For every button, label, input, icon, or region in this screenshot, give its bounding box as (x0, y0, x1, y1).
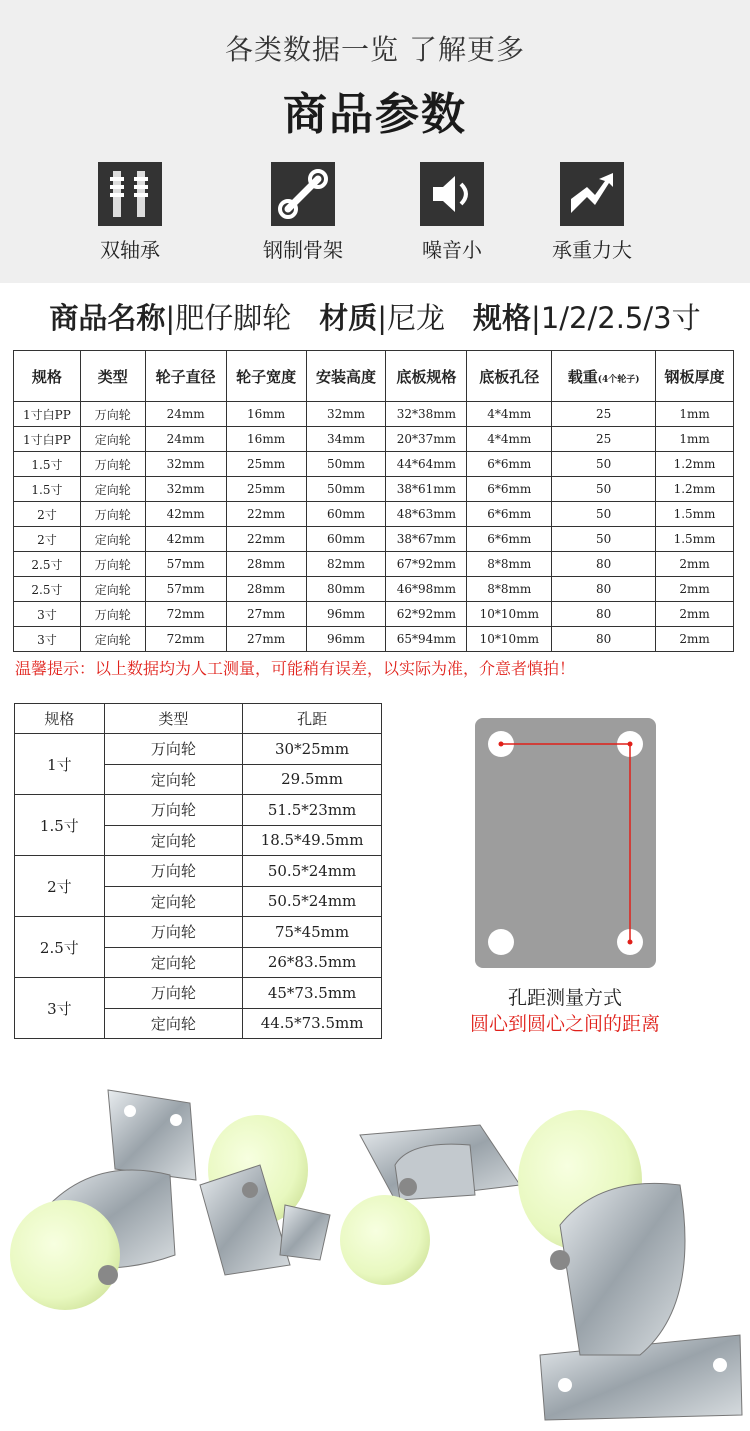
table-cell: 48*63mm (386, 502, 467, 527)
bearing-icon (98, 162, 162, 226)
table-cell: 82mm (306, 552, 386, 577)
material-label: 材质 (319, 301, 378, 335)
table-cell: 96mm (306, 602, 386, 627)
table-cell: 4*4mm (467, 402, 552, 427)
table-cell: 25 (552, 402, 656, 427)
feature-low-noise (387, 162, 517, 263)
table-row (14, 502, 734, 527)
column-header: 孔距 (243, 704, 382, 734)
table-cell: 50mm (306, 477, 386, 502)
product-summary (0, 296, 750, 337)
table-cell: 32*38mm (386, 402, 467, 427)
table-cell: 10*10mm (467, 602, 552, 627)
table-cell: 6*6mm (467, 502, 552, 527)
material-value: 尼龙 (387, 301, 446, 335)
size-cell: 2寸 (15, 856, 105, 917)
table-cell: 定向轮 (104, 764, 242, 795)
table-row (15, 795, 382, 826)
table-cell: 2寸 (14, 502, 81, 527)
table-cell: 38*61mm (386, 477, 467, 502)
table-cell: 万向轮 (104, 734, 242, 765)
table-cell: 2.5寸 (14, 552, 81, 577)
table-cell: 20*37mm (386, 427, 467, 452)
table-cell: 定向轮 (104, 825, 242, 856)
table-cell: 1寸白PP (14, 402, 81, 427)
column-header: 底板规格 (386, 351, 467, 402)
table-row (15, 917, 382, 948)
table-cell: 80mm (306, 577, 386, 602)
table-cell: 62*92mm (386, 602, 467, 627)
table-cell: 80 (552, 602, 656, 627)
table-cell: 6*6mm (467, 477, 552, 502)
table-cell: 38*67mm (386, 527, 467, 552)
table-row (15, 734, 382, 765)
table-row (14, 577, 734, 602)
table-row (14, 452, 734, 477)
load-note: (4个轮子) (597, 374, 640, 385)
table-cell: 定向轮 (104, 947, 242, 978)
table-cell: 50 (552, 477, 656, 502)
table-cell: 60mm (306, 502, 386, 527)
table-cell: 57mm (145, 577, 226, 602)
size-cell: 1寸 (15, 734, 105, 795)
table-cell: 50.5*24mm (243, 856, 382, 887)
table-cell: 18.5*49.5mm (243, 825, 382, 856)
feature-label: 承重力大 (552, 238, 632, 262)
table-cell: 万向轮 (80, 602, 145, 627)
caster-1 (10, 1090, 196, 1310)
table-cell: 4*4mm (467, 427, 552, 452)
table-cell: 定向轮 (80, 527, 145, 552)
warning-note: 温馨提示：以上数据均为人工测量，可能稍有误差，以实际为准，介意者慎拍！ (15, 659, 576, 678)
hole-distance-table (14, 703, 382, 1039)
table-cell: 65*94mm (386, 627, 467, 652)
table-cell: 32mm (145, 452, 226, 477)
measure-lines (475, 718, 656, 968)
table-cell: 1.5寸 (14, 452, 81, 477)
table-row (14, 527, 734, 552)
column-header: 轮子直径 (145, 351, 226, 402)
size-cell: 3寸 (15, 978, 105, 1039)
column-header: 轮子宽度 (226, 351, 306, 402)
table-cell: 50 (552, 527, 656, 552)
table-cell: 1.5mm (656, 527, 734, 552)
table-cell: 22mm (226, 502, 306, 527)
table-cell: 1.5mm (656, 502, 734, 527)
table-cell: 42mm (145, 502, 226, 527)
table-cell: 1.2mm (656, 452, 734, 477)
caster-3 (340, 1125, 520, 1285)
table-cell: 万向轮 (104, 856, 242, 887)
size-cell: 1.5寸 (15, 795, 105, 856)
table-cell: 80 (552, 577, 656, 602)
spec-table-header (14, 351, 734, 402)
column-header: 规格 (14, 351, 81, 402)
table-cell: 3寸 (14, 627, 81, 652)
table-cell: 67*92mm (386, 552, 467, 577)
column-header: 底板孔径 (467, 351, 552, 402)
table-cell: 50.5*24mm (243, 886, 382, 917)
column-header: 载重(4个轮子) (552, 351, 656, 402)
table-cell: 1mm (656, 427, 734, 452)
page-title: 商品参数 (283, 89, 467, 140)
table-cell: 50 (552, 502, 656, 527)
product-name-label: 商品名称 (49, 301, 166, 335)
column-header: 类型 (80, 351, 145, 402)
table-cell: 80 (552, 552, 656, 577)
table-cell: 定向轮 (80, 477, 145, 502)
spec-value: 1/2/2.5/3寸 (540, 301, 701, 335)
feature-label: 噪音小 (422, 238, 482, 262)
hole-table-header (15, 704, 382, 734)
caster-2 (200, 1115, 330, 1275)
table-cell: 万向轮 (80, 552, 145, 577)
table-cell: 25mm (226, 477, 306, 502)
product-name-value: 肥仔脚轮 (175, 301, 292, 335)
table-cell: 万向轮 (104, 917, 242, 948)
table-cell: 16mm (226, 402, 306, 427)
table-cell: 万向轮 (104, 978, 242, 1009)
column-header: 钢板厚度 (656, 351, 734, 402)
table-row (15, 856, 382, 887)
table-cell: 45*73.5mm (243, 978, 382, 1009)
table-cell: 1.2mm (656, 477, 734, 502)
table-cell: 25 (552, 427, 656, 452)
table-cell: 2mm (656, 602, 734, 627)
table-cell: 46*98mm (386, 577, 467, 602)
table-cell: 72mm (145, 627, 226, 652)
column-header: 规格 (15, 704, 105, 734)
table-row (15, 978, 382, 1009)
table-cell: 26*83.5mm (243, 947, 382, 978)
table-row (14, 477, 734, 502)
table-cell: 80 (552, 627, 656, 652)
table-cell: 25mm (226, 452, 306, 477)
table-cell: 1mm (656, 402, 734, 427)
table-cell: 57mm (145, 552, 226, 577)
table-row (14, 602, 734, 627)
feature-steel-frame (238, 162, 368, 263)
mounting-plate-diagram (475, 718, 656, 968)
table-cell: 28mm (226, 552, 306, 577)
table-cell: 24mm (145, 427, 226, 452)
speaker-icon (420, 162, 484, 226)
table-cell: 50 (552, 452, 656, 477)
caster-wheels-photo (0, 1065, 750, 1431)
feature-label: 双轴承 (100, 238, 160, 262)
table-cell: 42mm (145, 527, 226, 552)
spec-table (13, 350, 734, 652)
column-header: 类型 (104, 704, 242, 734)
table-cell: 定向轮 (80, 427, 145, 452)
table-cell: 50mm (306, 452, 386, 477)
table-cell: 34mm (306, 427, 386, 452)
diagram-note: 圆心到圆心之间的距离 (469, 1013, 660, 1035)
caster-4 (518, 1110, 742, 1420)
table-cell: 2mm (656, 577, 734, 602)
table-cell: 32mm (306, 402, 386, 427)
table-cell: 万向轮 (80, 402, 145, 427)
table-cell: 22mm (226, 527, 306, 552)
table-cell: 定向轮 (104, 886, 242, 917)
spec-label: 规格 (473, 301, 532, 335)
table-cell: 10*10mm (467, 627, 552, 652)
table-cell: 万向轮 (104, 795, 242, 826)
table-cell: 2.5寸 (14, 577, 81, 602)
table-cell: 72mm (145, 602, 226, 627)
table-cell: 16mm (226, 427, 306, 452)
header-subtitle: 各类数据一览 了解更多 (225, 33, 525, 66)
separator: | (531, 301, 541, 335)
load-arrow-icon (560, 162, 624, 226)
table-cell: 32mm (145, 477, 226, 502)
table-cell: 44.5*73.5mm (243, 1008, 382, 1039)
table-cell: 6*6mm (467, 527, 552, 552)
table-cell: 8*8mm (467, 577, 552, 602)
feature-heavy-load (527, 162, 657, 263)
table-cell: 定向轮 (80, 577, 145, 602)
table-cell: 万向轮 (80, 452, 145, 477)
table-cell: 2mm (656, 627, 734, 652)
table-cell: 2寸 (14, 527, 81, 552)
table-row (14, 552, 734, 577)
column-header: 安装高度 (306, 351, 386, 402)
table-cell: 2mm (656, 552, 734, 577)
table-cell: 8*8mm (467, 552, 552, 577)
table-cell: 24mm (145, 402, 226, 427)
table-cell: 万向轮 (80, 502, 145, 527)
table-cell: 1寸白PP (14, 427, 81, 452)
table-cell: 6*6mm (467, 452, 552, 477)
separator: | (377, 301, 387, 335)
table-cell: 60mm (306, 527, 386, 552)
size-cell: 2.5寸 (15, 917, 105, 978)
table-cell: 27mm (226, 602, 306, 627)
diagram-caption: 孔距测量方式 (507, 987, 622, 1009)
table-cell: 定向轮 (80, 627, 145, 652)
table-cell: 96mm (306, 627, 386, 652)
wrench-icon (271, 162, 335, 226)
table-cell: 30*25mm (243, 734, 382, 765)
table-cell: 28mm (226, 577, 306, 602)
feature-label: 钢制骨架 (263, 238, 343, 262)
separator: | (165, 301, 176, 335)
table-row (14, 627, 734, 652)
feature-dual-bearing (65, 162, 195, 263)
table-cell: 1.5寸 (14, 477, 81, 502)
table-cell: 定向轮 (104, 1008, 242, 1039)
table-row (14, 402, 734, 427)
table-cell: 44*64mm (386, 452, 467, 477)
table-row (14, 427, 734, 452)
table-cell: 29.5mm (243, 764, 382, 795)
table-cell: 51.5*23mm (243, 795, 382, 826)
table-cell: 75*45mm (243, 917, 382, 948)
table-cell: 3寸 (14, 602, 81, 627)
table-cell: 27mm (226, 627, 306, 652)
